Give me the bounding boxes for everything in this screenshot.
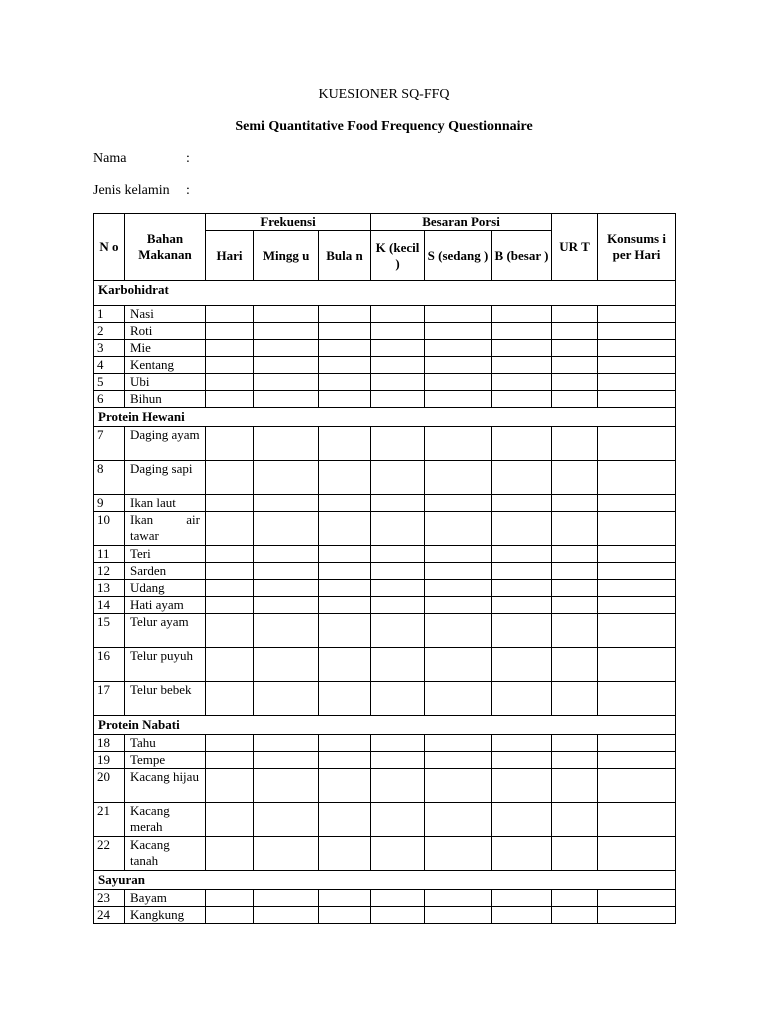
table-row [94,357,676,374]
b-cell[interactable] [492,357,552,374]
table-row [94,495,676,512]
table-row [94,546,676,563]
s-cell[interactable] [425,546,492,563]
food-name: Telur ayam [125,614,206,648]
food-name: Tempe [125,752,206,769]
hari-cell[interactable] [206,769,254,803]
hari-cell[interactable] [206,563,254,580]
k-cell[interactable] [371,752,425,769]
urt-cell[interactable] [552,597,598,614]
food-name: Kentang [125,357,206,374]
header-urt: UR T [552,214,598,281]
minggu-cell[interactable] [254,546,319,563]
bulan-cell[interactable] [319,512,371,546]
k-cell[interactable] [371,357,425,374]
header-frekuensi: Frekuensi [206,214,371,231]
s-cell[interactable] [425,495,492,512]
urt-cell[interactable] [552,769,598,803]
bulan-cell[interactable] [319,890,371,907]
hari-cell[interactable] [206,580,254,597]
food-name: Roti [125,323,206,340]
bulan-cell[interactable] [319,323,371,340]
konsumsi-cell[interactable] [598,306,676,323]
s-cell[interactable] [425,323,492,340]
food-name: Bihun [125,391,206,408]
b-cell[interactable] [492,735,552,752]
konsumsi-cell[interactable] [598,427,676,461]
k-cell[interactable] [371,597,425,614]
k-cell[interactable] [371,614,425,648]
k-cell[interactable] [371,769,425,803]
k-cell[interactable] [371,391,425,408]
s-cell[interactable] [425,357,492,374]
hari-cell[interactable] [206,374,254,391]
food-name: Ubi [125,374,206,391]
b-cell[interactable] [492,461,552,495]
s-cell[interactable] [425,340,492,357]
table-row [94,752,676,769]
food-name: Mie [125,340,206,357]
row-number: 7 [94,427,125,461]
table-row [94,735,676,752]
konsumsi-cell[interactable] [598,735,676,752]
urt-cell[interactable] [552,614,598,648]
konsumsi-cell[interactable] [598,512,676,546]
urt-cell[interactable] [552,340,598,357]
hari-cell[interactable] [206,907,254,924]
row-number: 22 [94,837,125,871]
urt-cell[interactable] [552,735,598,752]
k-cell[interactable] [371,682,425,716]
urt-cell[interactable] [552,563,598,580]
hari-cell[interactable] [206,735,254,752]
hari-cell[interactable] [206,752,254,769]
minggu-cell[interactable] [254,580,319,597]
bulan-cell[interactable] [319,391,371,408]
table-row [94,907,676,924]
urt-cell[interactable] [552,837,598,871]
minggu-cell[interactable] [254,682,319,716]
table-row [94,323,676,340]
food-name: Kacang merah [125,803,206,837]
header-bulan: Bula n [319,231,371,281]
food-name: Daging sapi [125,461,206,495]
table-row [94,340,676,357]
table-row [94,374,676,391]
minggu-cell[interactable] [254,890,319,907]
urt-cell[interactable] [552,427,598,461]
b-cell[interactable] [492,495,552,512]
minggu-cell[interactable] [254,357,319,374]
konsumsi-cell[interactable] [598,682,676,716]
urt-cell[interactable] [552,495,598,512]
konsumsi-cell[interactable] [598,374,676,391]
food-name: Tahu [125,735,206,752]
section-row [94,281,676,306]
s-cell[interactable] [425,648,492,682]
b-cell[interactable] [492,890,552,907]
minggu-cell[interactable] [254,306,319,323]
table-row [94,461,676,495]
k-cell[interactable] [371,427,425,461]
food-name: Sarden [125,563,206,580]
s-cell[interactable] [425,391,492,408]
minggu-cell[interactable] [254,614,319,648]
minggu-cell[interactable] [254,597,319,614]
bulan-cell[interactable] [319,682,371,716]
table-row [94,563,676,580]
k-cell[interactable] [371,495,425,512]
row-number: 21 [94,803,125,837]
konsumsi-cell[interactable] [598,803,676,837]
k-cell[interactable] [371,907,425,924]
bulan-cell[interactable] [319,357,371,374]
minggu-cell[interactable] [254,803,319,837]
konsumsi-cell[interactable] [598,495,676,512]
minggu-cell[interactable] [254,461,319,495]
urt-cell[interactable] [552,512,598,546]
s-cell[interactable] [425,306,492,323]
konsumsi-cell[interactable] [598,461,676,495]
minggu-cell[interactable] [254,907,319,924]
s-cell[interactable] [425,769,492,803]
table-row [94,803,676,837]
s-cell[interactable] [425,374,492,391]
k-cell[interactable] [371,890,425,907]
hari-cell[interactable] [206,837,254,871]
k-cell[interactable] [371,735,425,752]
k-cell[interactable] [371,323,425,340]
food-name: Teri [125,546,206,563]
table-row [94,427,676,461]
header-hari: Hari [206,231,254,281]
food-name: Udang [125,580,206,597]
row-number: 14 [94,597,125,614]
food-name: Nasi [125,306,206,323]
hari-cell[interactable] [206,890,254,907]
s-cell[interactable] [425,427,492,461]
s-cell[interactable] [425,597,492,614]
bulan-cell[interactable] [319,306,371,323]
b-cell[interactable] [492,323,552,340]
minggu-cell[interactable] [254,340,319,357]
hari-cell[interactable] [206,682,254,716]
bulan-cell[interactable] [319,803,371,837]
minggu-cell[interactable] [254,512,319,546]
minggu-cell[interactable] [254,374,319,391]
b-cell[interactable] [492,752,552,769]
document-subtitle: Semi Quantitative Food Frequency Questionnaire [235,119,533,134]
bulan-cell[interactable] [319,495,371,512]
section-label: Sayuran [94,871,676,890]
urt-cell[interactable] [552,306,598,323]
k-cell[interactable] [371,580,425,597]
urt-cell[interactable] [552,752,598,769]
s-cell[interactable] [425,735,492,752]
b-cell[interactable] [492,682,552,716]
b-cell[interactable] [492,374,552,391]
urt-cell[interactable] [552,323,598,340]
hari-cell[interactable] [206,427,254,461]
hari-cell[interactable] [206,323,254,340]
header-no: N o [94,214,125,281]
row-number: 6 [94,391,125,408]
minggu-cell[interactable] [254,391,319,408]
section-label: Protein Nabati [94,716,676,735]
b-cell[interactable] [492,597,552,614]
bulan-cell[interactable] [319,580,371,597]
minggu-cell[interactable] [254,648,319,682]
b-cell[interactable] [492,769,552,803]
bulan-cell[interactable] [319,374,371,391]
row-number: 19 [94,752,125,769]
food-name: Kacang tanah [125,837,206,871]
table-row [94,890,676,907]
row-number: 20 [94,769,125,803]
s-cell[interactable] [425,752,492,769]
food-name: Ikan air tawar [125,512,206,546]
row-number: 5 [94,374,125,391]
row-number: 13 [94,580,125,597]
b-cell[interactable] [492,340,552,357]
jenis-kelamin-colon: : [186,183,190,198]
minggu-cell[interactable] [254,769,319,803]
konsumsi-cell[interactable] [598,890,676,907]
konsumsi-cell[interactable] [598,837,676,871]
hari-cell[interactable] [206,614,254,648]
table-row [94,391,676,408]
minggu-cell[interactable] [254,323,319,340]
bulan-cell[interactable] [319,752,371,769]
bulan-cell[interactable] [319,648,371,682]
nama-label: Nama [93,151,127,166]
b-cell[interactable] [492,427,552,461]
jenis-kelamin-label: Jenis kelamin [93,183,170,198]
header-minggu: Mingg u [254,231,319,281]
b-cell[interactable] [492,391,552,408]
k-cell[interactable] [371,546,425,563]
header-k-kecil: K (kecil ) [371,231,425,281]
konsumsi-cell[interactable] [598,563,676,580]
b-cell[interactable] [492,563,552,580]
konsumsi-cell[interactable] [598,340,676,357]
minggu-cell[interactable] [254,495,319,512]
header-bahan-makanan: Bahan Makanan [125,214,206,281]
nama-colon: : [186,151,190,166]
s-cell[interactable] [425,614,492,648]
row-number: 15 [94,614,125,648]
hari-cell[interactable] [206,461,254,495]
row-number: 1 [94,306,125,323]
hari-cell[interactable] [206,306,254,323]
urt-cell[interactable] [552,357,598,374]
k-cell[interactable] [371,306,425,323]
bulan-cell[interactable] [319,340,371,357]
table-row [94,769,676,803]
food-name: Bayam [125,890,206,907]
minggu-cell[interactable] [254,563,319,580]
header-s-sedang: S (sedang ) [425,231,492,281]
section-row [94,716,676,735]
row-number: 8 [94,461,125,495]
row-number: 10 [94,512,125,546]
header-b-besar: B (besar ) [492,231,552,281]
s-cell[interactable] [425,907,492,924]
bulan-cell[interactable] [319,597,371,614]
konsumsi-cell[interactable] [598,580,676,597]
bulan-cell[interactable] [319,546,371,563]
k-cell[interactable] [371,512,425,546]
s-cell[interactable] [425,512,492,546]
row-number: 17 [94,682,125,716]
hari-cell[interactable] [206,495,254,512]
row-number: 11 [94,546,125,563]
document-title: KUESIONER SQ-FFQ [318,87,450,102]
row-number: 12 [94,563,125,580]
hari-cell[interactable] [206,597,254,614]
minggu-cell[interactable] [254,752,319,769]
s-cell[interactable] [425,461,492,495]
row-number: 2 [94,323,125,340]
section-row [94,871,676,890]
konsumsi-cell[interactable] [598,648,676,682]
row-number: 9 [94,495,125,512]
konsumsi-cell[interactable] [598,614,676,648]
header-konsumsi-per-hari: Konsums i per Hari [598,214,676,281]
bulan-cell[interactable] [319,614,371,648]
b-cell[interactable] [492,306,552,323]
table-row [94,837,676,871]
food-name: Kacang hijau [125,769,206,803]
bulan-cell[interactable] [319,907,371,924]
bulan-cell[interactable] [319,735,371,752]
b-cell[interactable] [492,546,552,563]
konsumsi-cell[interactable] [598,769,676,803]
urt-cell[interactable] [552,546,598,563]
konsumsi-cell[interactable] [598,597,676,614]
bulan-cell[interactable] [319,769,371,803]
hari-cell[interactable] [206,512,254,546]
k-cell[interactable] [371,374,425,391]
food-name: Daging ayam [125,427,206,461]
urt-cell[interactable] [552,391,598,408]
header-besaran-porsi: Besaran Porsi [371,214,552,231]
konsumsi-cell[interactable] [598,357,676,374]
b-cell[interactable] [492,648,552,682]
s-cell[interactable] [425,803,492,837]
hari-cell[interactable] [206,648,254,682]
row-number: 3 [94,340,125,357]
row-number: 16 [94,648,125,682]
b-cell[interactable] [492,803,552,837]
food-name: Ikan laut [125,495,206,512]
urt-cell[interactable] [552,890,598,907]
konsumsi-cell[interactable] [598,391,676,408]
bulan-cell[interactable] [319,563,371,580]
b-cell[interactable] [492,580,552,597]
urt-cell[interactable] [552,648,598,682]
b-cell[interactable] [492,907,552,924]
table-row [94,580,676,597]
food-name: Hati ayam [125,597,206,614]
s-cell[interactable] [425,580,492,597]
k-cell[interactable] [371,648,425,682]
konsumsi-cell[interactable] [598,752,676,769]
row-number: 24 [94,907,125,924]
section-row [94,408,676,427]
b-cell[interactable] [492,837,552,871]
hari-cell[interactable] [206,340,254,357]
k-cell[interactable] [371,803,425,837]
ffq-table [93,213,676,924]
urt-cell[interactable] [552,461,598,495]
nama-field [93,151,190,167]
row-number: 4 [94,357,125,374]
table-row [94,648,676,682]
table-row [94,682,676,716]
minggu-cell[interactable] [254,837,319,871]
minggu-cell[interactable] [254,735,319,752]
konsumsi-cell[interactable] [598,323,676,340]
food-name: Telur puyuh [125,648,206,682]
k-cell[interactable] [371,461,425,495]
urt-cell[interactable] [552,682,598,716]
urt-cell[interactable] [552,374,598,391]
k-cell[interactable] [371,837,425,871]
hari-cell[interactable] [206,357,254,374]
bulan-cell[interactable] [319,837,371,871]
konsumsi-cell[interactable] [598,546,676,563]
table-row [94,512,676,546]
urt-cell[interactable] [552,907,598,924]
jenis-kelamin-field [93,183,190,199]
k-cell[interactable] [371,340,425,357]
s-cell[interactable] [425,682,492,716]
hari-cell[interactable] [206,391,254,408]
food-name: Kangkung [125,907,206,924]
bulan-cell[interactable] [319,427,371,461]
hari-cell[interactable] [206,546,254,563]
s-cell[interactable] [425,837,492,871]
konsumsi-cell[interactable] [598,907,676,924]
hari-cell[interactable] [206,803,254,837]
s-cell[interactable] [425,563,492,580]
food-name: Telur bebek [125,682,206,716]
urt-cell[interactable] [552,803,598,837]
b-cell[interactable] [492,512,552,546]
bulan-cell[interactable] [319,461,371,495]
b-cell[interactable] [492,614,552,648]
row-number: 23 [94,890,125,907]
section-label: Protein Hewani [94,408,676,427]
table-row [94,614,676,648]
table-row [94,597,676,614]
s-cell[interactable] [425,890,492,907]
section-label: Karbohidrat [94,281,676,306]
k-cell[interactable] [371,563,425,580]
urt-cell[interactable] [552,580,598,597]
row-number: 18 [94,735,125,752]
table-row [94,306,676,323]
minggu-cell[interactable] [254,427,319,461]
